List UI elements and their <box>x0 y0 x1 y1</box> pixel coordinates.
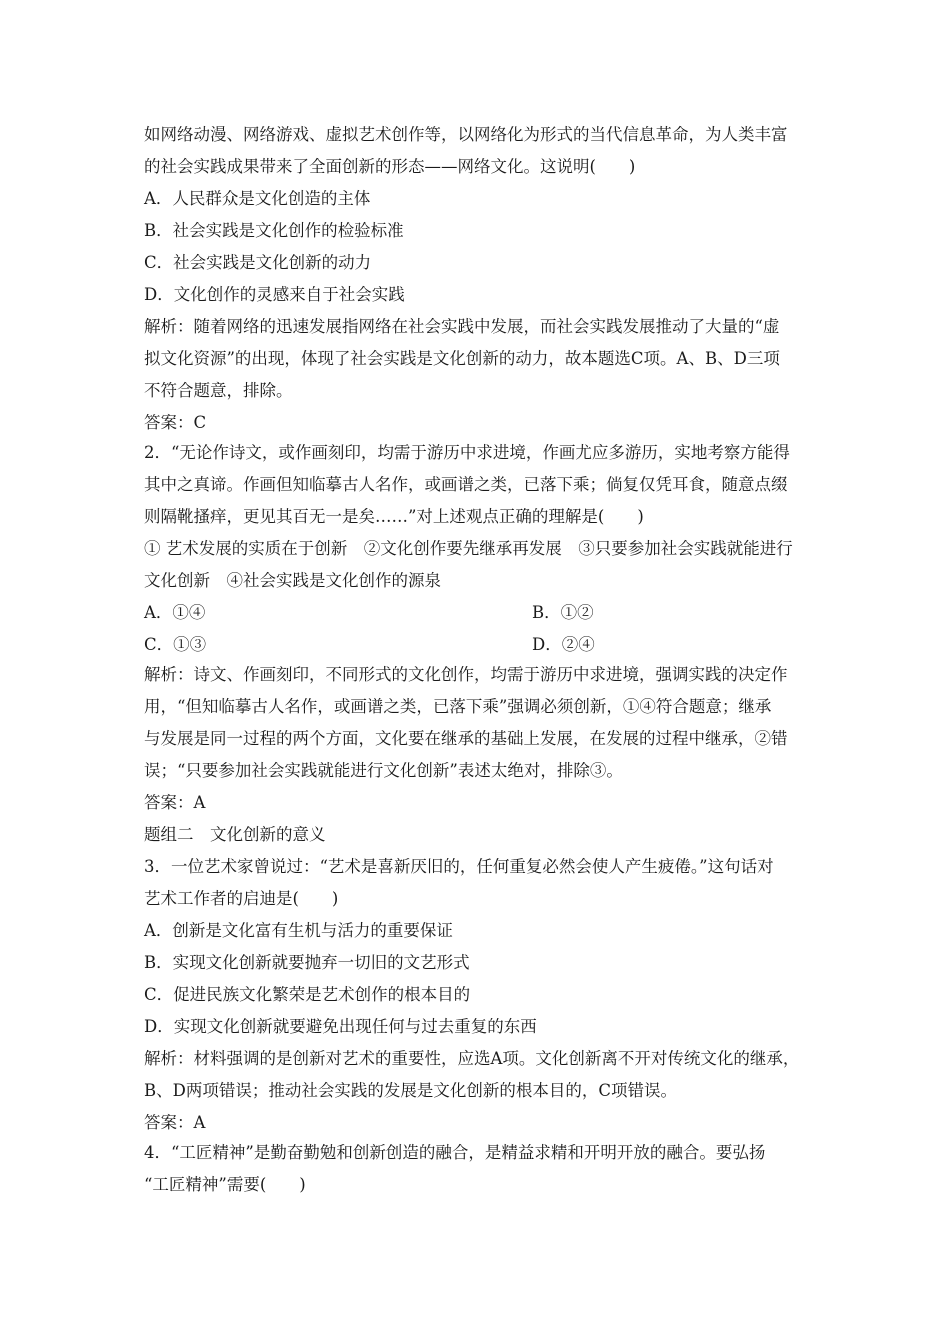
q2-analysis-line-1: 解析：诗文、作画刻印，不同形式的文化创作，均需于游历中求进境，强调实践的决定作 <box>144 665 788 684</box>
q1-stem-line-1: 如网络动漫、网络游戏、虚拟艺术创作等，以网络化为形式的当代信息革命，为人类丰富 <box>144 125 788 144</box>
q2-option-b: B．①② <box>532 603 594 622</box>
q3-option-a: A．创新是文化富有生机与活力的重要保证 <box>144 921 453 940</box>
q3-answer: 答案：A <box>144 1113 206 1132</box>
q2-statements-line-2: 文化创新 ④社会实践是文化创作的源泉 <box>144 571 441 590</box>
q3-analysis-line-2: B、D两项错误；推动社会实践的发展是文化创新的根本目的，C项错误。 <box>144 1081 677 1100</box>
q1-option-b: B．社会实践是文化创作的检验标准 <box>144 221 404 240</box>
q2-stem-line-1: 2．“无论作诗文，或作画刻印，均需于游历中求进境，作画尤应多游历，实地考察方能得 <box>144 443 790 462</box>
q2-statements-line-1: ① 艺术发展的实质在于创新 ②文化创作要先继承再发展 ③只要参加社会实践就能进行 <box>144 539 793 558</box>
q2-answer: 答案：A <box>144 793 206 812</box>
q2-stem-line-2: 其中之真谛。作画但知临摹古人名作，或画谱之类，已落下乘；倘复仅凭耳食，随意点缀 <box>144 475 788 494</box>
q1-analysis-line-3: 不符合题意，排除。 <box>144 381 293 400</box>
q3-option-c: C．促进民族文化繁荣是艺术创作的根本目的 <box>144 985 471 1004</box>
q4-stem-line-2: “工匠精神”需要( ) <box>144 1175 306 1194</box>
q1-analysis-line-1: 解析：随着网络的迅速发展指网络在社会实践中发展，而社会实践发展推动了大量的“虚 <box>144 317 780 336</box>
q2-analysis-line-4: 误；“只要参加社会实践就能进行文化创新”表述太绝对，排除③。 <box>144 761 623 780</box>
q2-option-d: D．②④ <box>532 635 595 654</box>
q3-option-d: D．实现文化创新就要避免出现任何与过去重复的东西 <box>144 1017 537 1036</box>
q2-option-c: C．①③ <box>144 635 207 654</box>
section-heading: 题组二 文化创新的意义 <box>144 825 326 844</box>
q3-option-b: B．实现文化创新就要抛弃一切旧的文艺形式 <box>144 953 470 972</box>
q1-option-d: D．文化创作的灵感来自于社会实践 <box>144 285 405 304</box>
q3-stem-line-2: 艺术工作者的启迪是( ) <box>144 889 339 908</box>
q4-stem-line-1: 4．“工匠精神”是勤奋勤勉和创新创造的融合，是精益求精和开明开放的融合。要弘扬 <box>144 1143 766 1162</box>
q3-analysis-line-1: 解析：材料强调的是创新对艺术的重要性，应选A项。文化创新离不开对传统文化的继承， <box>144 1049 800 1068</box>
q2-stem-line-3: 则隔靴搔痒，更见其百无一是矣……”对上述观点正确的理解是( ) <box>144 507 644 526</box>
q1-answer: 答案：C <box>144 413 207 432</box>
q1-analysis-line-2: 拟文化资源”的出现，体现了社会实践是文化创新的动力，故本题选C项。A、B、D三项 <box>144 349 780 368</box>
q1-stem-line-2: 的社会实践成果带来了全面创新的形态——网络文化。这说明( ) <box>144 157 636 176</box>
q2-analysis-line-3: 与发展是同一过程的两个方面，文化要在继承的基础上发展，在发展的过程中继承，②错 <box>144 729 788 748</box>
q1-option-a: A．人民群众是文化创造的主体 <box>144 189 371 208</box>
q2-analysis-line-2: 用，“但知临摹古人名作，或画谱之类，已落下乘”强调必须创新，①④符合题意；继承 <box>144 697 772 716</box>
q1-option-c: C．社会实践是文化创新的动力 <box>144 253 372 272</box>
q2-option-a: A．①④ <box>144 603 206 622</box>
q3-stem-line-1: 3．一位艺术家曾说过：“艺术是喜新厌旧的，任何重复必然会使人产生疲倦。”这句话对 <box>144 857 774 876</box>
